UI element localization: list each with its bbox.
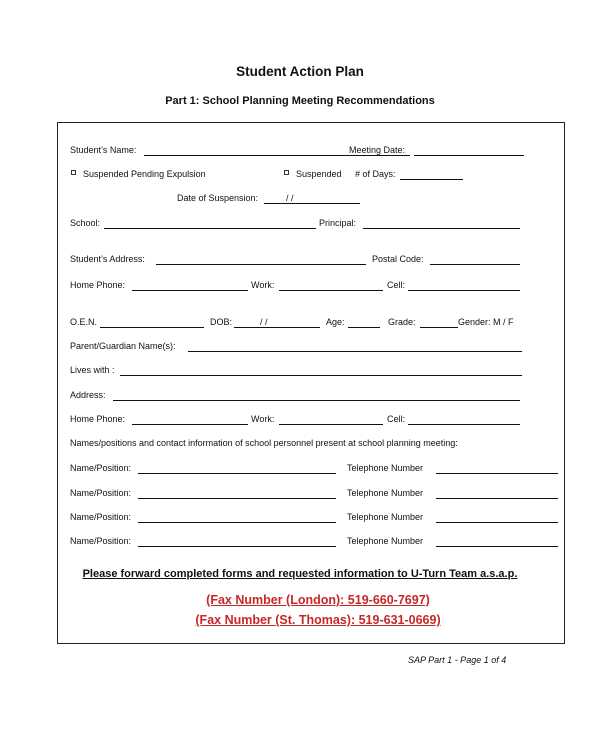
name-position-label: Name/Position: [70,536,132,546]
row-personnel-3 [70,512,560,526]
fax-london: (Fax Number (London): 519-660-7697) [206,593,430,607]
guardian-work-phone-label: Work: [251,414,275,424]
guardian-home-phone-label: Home Phone: [70,414,126,424]
name-position-field[interactable] [138,498,336,499]
dob-separators: / / [260,317,268,327]
telephone-number-label: Telephone Number [347,536,424,546]
date-of-suspension-label: Date of Suspension: [177,193,259,203]
telephone-number-field[interactable] [436,498,558,499]
name-position-label: Name/Position: [70,488,132,498]
suspended-label: Suspended [296,169,342,179]
name-position-label: Name/Position: [70,512,132,522]
grade-label: Grade: [388,317,416,327]
telephone-number-label: Telephone Number [347,488,424,498]
student-name-field[interactable] [144,155,410,156]
personnel-info-label: Names/positions and contact information of school personnel present at school planning meeting: [70,438,458,448]
name-position-label: Name/Position: [70,463,132,473]
student-address-field[interactable] [156,264,366,265]
row-phones [70,280,560,294]
age-field[interactable] [348,327,380,328]
oen-field[interactable] [100,327,204,328]
row-student-details [70,317,560,331]
home-phone-field[interactable] [132,290,248,291]
dob-label: DOB: [210,317,233,327]
postal-code-field[interactable] [430,264,520,265]
oen-label: O.E.N. [70,317,98,327]
suspended-checkbox[interactable] [284,170,289,175]
page-footer: SAP Part 1 - Page 1 of 4 [408,655,507,665]
row-personnel-1 [70,463,560,477]
cell-phone-label: Cell: [387,280,406,290]
home-phone-label: Home Phone: [70,280,126,290]
parent-guardian-field[interactable] [188,351,522,352]
gender-label: Gender: M / F [458,317,514,327]
row-date-of-suspension [70,193,560,207]
forward-notice: Please forward completed forms and requested information to U-Turn Team a.s.a.p. [82,568,518,580]
num-days-field[interactable] [400,179,463,180]
row-school [70,218,560,232]
student-address-label: Student’s Address: [70,254,145,264]
postal-code-label: Postal Code: [372,254,424,264]
lives-with-label: Lives with : [70,365,115,375]
meeting-date-label: Meeting Date: [349,145,406,155]
telephone-number-field[interactable] [436,522,558,523]
cell-phone-field[interactable] [408,290,520,291]
dob-field[interactable] [234,327,320,328]
parent-guardian-label: Parent/Guardian Name(s): [70,341,176,351]
age-label: Age: [326,317,345,327]
name-position-field[interactable] [138,546,336,547]
row-student-address [70,254,560,268]
date-separators: / / [286,193,294,203]
row-personnel-heading [70,438,560,452]
row-personnel-4 [70,536,560,550]
telephone-number-label: Telephone Number [347,463,424,473]
student-name-label: Student’s Name: [70,145,137,155]
guardian-cell-phone-field[interactable] [408,424,520,425]
address-label: Address: [70,390,106,400]
lives-with-field[interactable] [120,375,522,376]
meeting-date-field[interactable] [414,155,524,156]
name-position-field[interactable] [138,473,336,474]
telephone-number-label: Telephone Number [347,512,424,522]
name-position-field[interactable] [138,522,336,523]
school-field[interactable] [104,228,316,229]
page-subtitle: Part 1: School Planning Meeting Recommendations [165,95,435,107]
guardian-work-phone-field[interactable] [279,424,383,425]
date-of-suspension-field[interactable] [264,203,360,204]
grade-field[interactable] [420,327,458,328]
row-address [70,390,560,404]
page-title: Student Action Plan [236,64,364,79]
row-guardian-phones [70,414,560,428]
fax-st-thomas: (Fax Number (St. Thomas): 519-631-0669) [195,613,441,627]
principal-label: Principal: [319,218,357,228]
row-suspension-status [70,169,560,183]
guardian-cell-phone-label: Cell: [387,414,406,424]
work-phone-label: Work: [251,280,275,290]
telephone-number-field[interactable] [436,473,558,474]
guardian-home-phone-field[interactable] [132,424,248,425]
row-lives-with [70,365,560,379]
school-label: School: [70,218,101,228]
suspended-pending-label: Suspended Pending Expulsion [83,169,206,179]
num-days-label: # of Days: [355,169,396,179]
address-field[interactable] [113,400,520,401]
row-personnel-2 [70,488,560,502]
principal-field[interactable] [363,228,520,229]
row-student-name [70,145,560,159]
telephone-number-field[interactable] [436,546,558,547]
suspended-pending-expulsion-checkbox[interactable] [71,170,76,175]
work-phone-field[interactable] [279,290,383,291]
row-parent-guardian [70,341,560,355]
